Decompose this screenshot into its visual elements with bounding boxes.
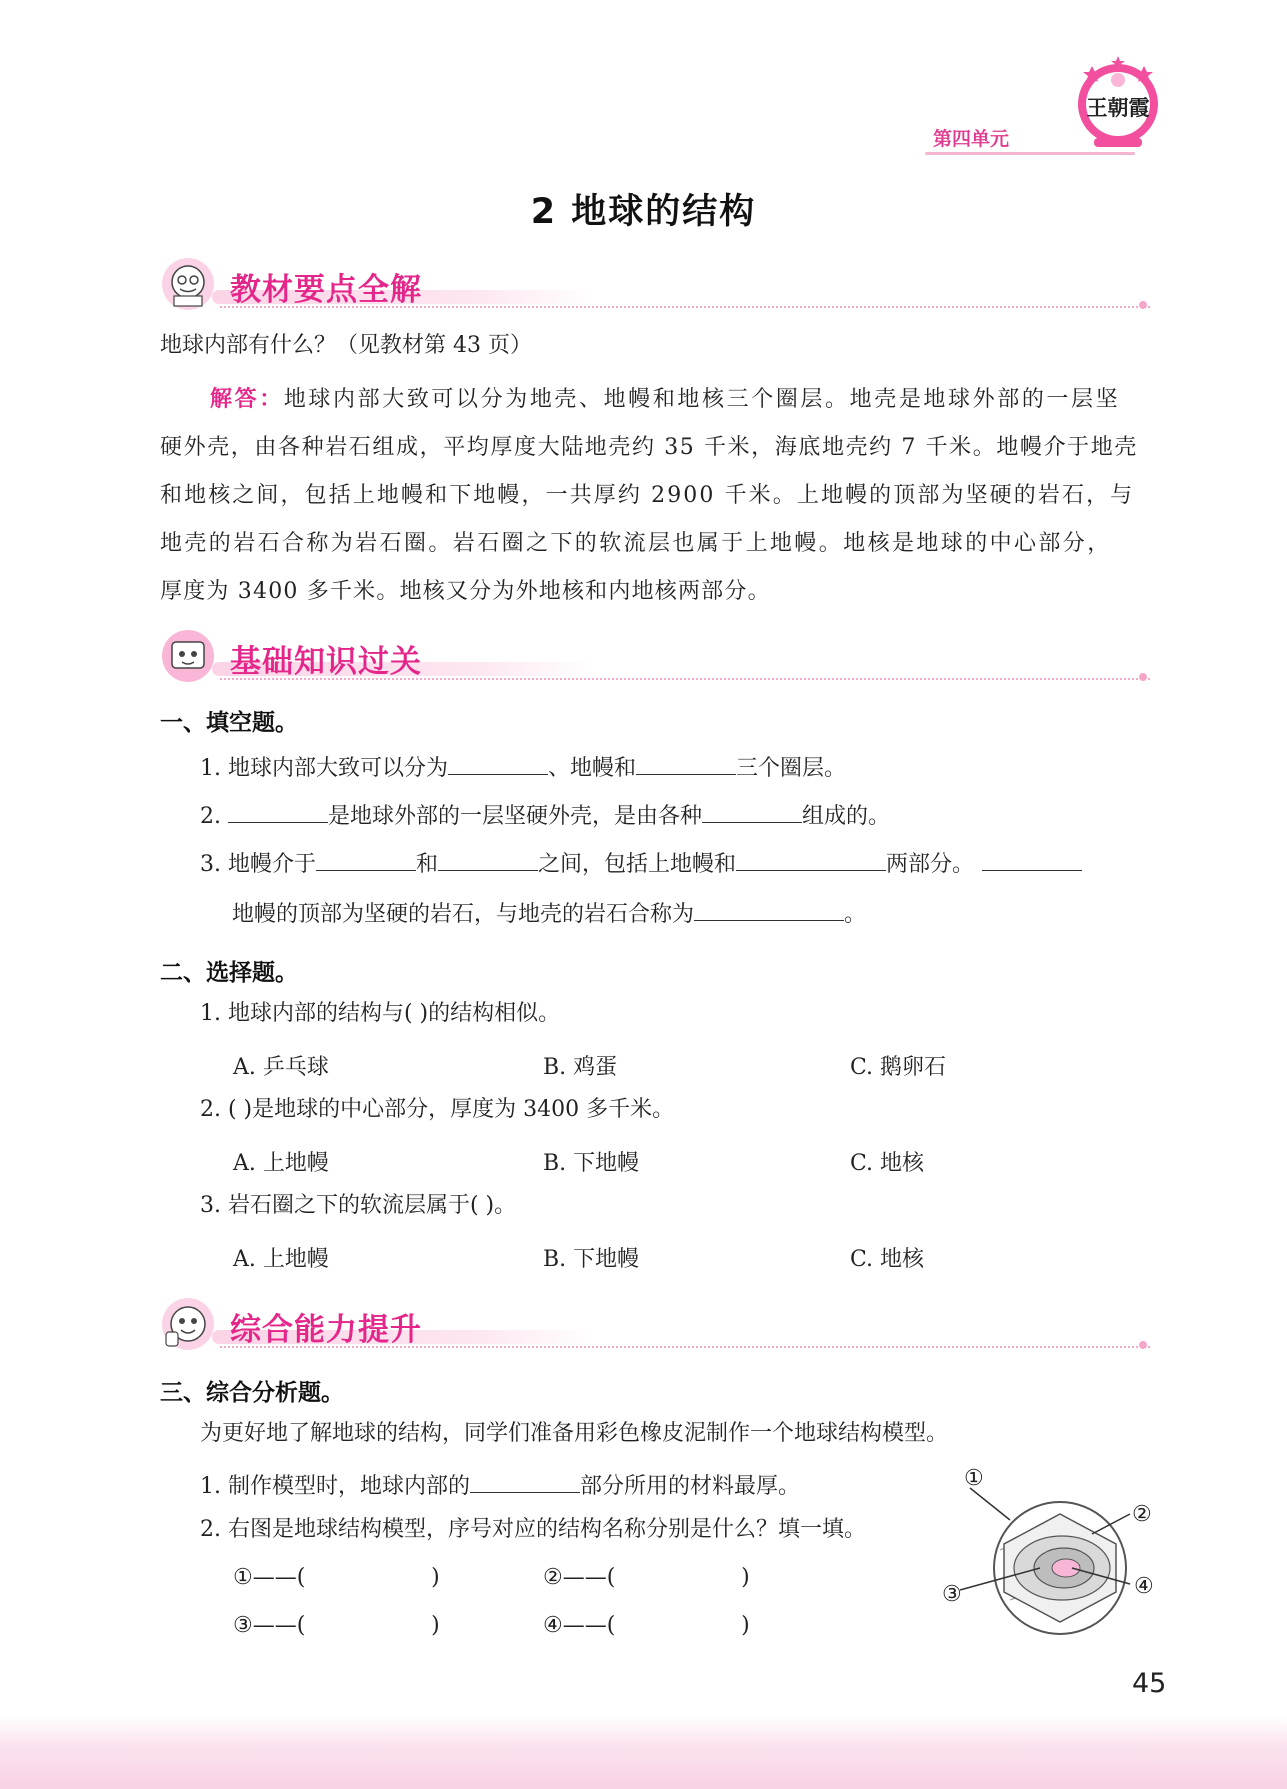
answer-blank[interactable]	[448, 752, 548, 775]
figure-label-1: ①	[964, 1466, 984, 1491]
section-header-key-points	[160, 256, 1150, 316]
section-title: 教材要点全解	[230, 272, 422, 308]
choice-options-2	[233, 1146, 1053, 1176]
fill-q1-text-c: 三个圈层。	[736, 756, 847, 781]
fill-question-1	[200, 752, 846, 781]
answer-row-2[interactable]: ②——( )	[543, 1565, 750, 1590]
analysis-intro: 为更好地了解地球的结构，同学们准备用彩色橡皮泥制作一个地球结构模型。	[200, 1421, 949, 1446]
unit-underline	[925, 152, 1135, 155]
page-number: 45	[1132, 1668, 1167, 1699]
answer-blank[interactable]	[982, 848, 1082, 871]
fill-q2-text-b: 是地球外部的一层坚硬外壳，是由各种	[327, 804, 702, 829]
fill-q3-text-e: 地幔的顶部为坚硬的岩石，与地壳的岩石合称为	[232, 902, 695, 927]
answer-text: 地球内部大致可以分为地壳、地幔和地核三个圈层。地壳是地球外部的一层坚	[283, 387, 1121, 412]
answer-label: 解答：	[210, 387, 284, 412]
answer-blank[interactable]	[316, 848, 416, 871]
section-title: 综合能力提升	[230, 1312, 422, 1348]
page-title: 2 地球的结构	[530, 192, 757, 232]
earth-structure-figure	[940, 1466, 1160, 1640]
answer-blank[interactable]	[636, 752, 736, 775]
logo-text: 王朝霞	[1086, 95, 1150, 120]
choice-question-2: 2. ( )是地球的中心部分，厚度为 3400 多千米。	[200, 1097, 675, 1122]
answer-blank[interactable]	[702, 800, 802, 823]
fill-q3-text-f: 。	[844, 902, 867, 927]
dotted-divider	[220, 1346, 1150, 1348]
fill-q1-text-b: 、地幔和	[547, 756, 636, 781]
choice-options-1	[233, 1050, 1053, 1080]
answer-blank[interactable]	[438, 848, 538, 871]
figure-label-3: ③	[942, 1582, 962, 1607]
option-b[interactable]: B. 下地幔	[543, 1247, 640, 1272]
dots-icon	[1136, 670, 1150, 684]
answer-line-5: 厚度为 3400 多千米。地核又分为外地核和内地核两部分。	[160, 579, 771, 604]
option-a[interactable]: A. 上地幔	[233, 1247, 329, 1272]
answer-line-4: 地壳的岩石合称为岩石圈。岩石圈之下的软流层也属于上地幔。地核是地球的中心部分，	[160, 531, 1112, 556]
answer-row-1[interactable]: ①——( )	[233, 1565, 440, 1590]
figure-label-2: ②	[1132, 1502, 1152, 1527]
mascot-icon	[160, 628, 216, 684]
dotted-divider	[220, 678, 1150, 680]
option-b[interactable]: B. 下地幔	[543, 1151, 640, 1176]
analysis-heading: 三、综合分析题。	[160, 1380, 344, 1406]
option-c[interactable]: C. 鹅卵石	[850, 1055, 947, 1080]
answer-blank[interactable]	[694, 898, 844, 921]
mascot-icon	[160, 256, 216, 312]
analysis-question-1	[200, 1470, 800, 1499]
analysis-q1-text-a: 1. 制作模型时，地球内部的	[200, 1474, 470, 1499]
fill-q3-text-c: 之间，包括上地幔和	[538, 852, 737, 877]
unit-title: 第四单元	[933, 128, 1010, 150]
answer-row-4[interactable]: ④——( )	[543, 1613, 750, 1638]
fill-q2-text-a: 2.	[200, 804, 228, 829]
dots-icon	[1136, 1338, 1150, 1352]
option-c[interactable]: C. 地核	[850, 1247, 925, 1272]
answer-blank[interactable]	[736, 848, 886, 871]
option-a[interactable]: A. 上地幔	[233, 1151, 329, 1176]
fill-q3-text-b: 和	[415, 852, 438, 877]
answer-blank[interactable]	[228, 800, 328, 823]
fill-q3-text-a: 3. 地幔介于	[200, 852, 316, 877]
fill-question-3	[200, 848, 1082, 877]
choice-heading: 二、选择题。	[160, 960, 298, 986]
fill-q1-text-a: 1. 地球内部大致可以分为	[200, 756, 448, 781]
option-b[interactable]: B. 鸡蛋	[543, 1055, 618, 1080]
answer-line-1	[210, 382, 1120, 413]
answer-line-3: 和地核之间，包括上地幔和下地幔，一共厚约 2900 千米。上地幔的顶部为坚硬的岩石，与	[160, 483, 1135, 508]
fill-question-3-cont	[232, 898, 866, 927]
choice-options-3	[233, 1242, 1053, 1272]
footer-band	[0, 1716, 1287, 1789]
answer-row-3[interactable]: ③——( )	[233, 1613, 440, 1638]
analysis-q1-text-b: 部分所用的材料最厚。	[579, 1474, 800, 1499]
section-header-basic-knowledge	[160, 628, 1150, 688]
fill-q3-text-d: 两部分。	[886, 852, 975, 877]
section-header-comprehensive	[160, 1296, 1150, 1356]
section-title: 基础知识过关	[230, 644, 422, 680]
dotted-divider	[220, 306, 1150, 308]
intro-question: 地球内部有什么？（见教材第 43 页）	[160, 333, 532, 358]
mascot-icon	[160, 1296, 216, 1352]
answer-line-2: 硬外壳，由各种岩石组成，平均厚度大陆地壳约 35 千米，海底地壳约 7 千米。地幔介于地壳	[160, 435, 1138, 460]
option-c[interactable]: C. 地核	[850, 1151, 925, 1176]
fill-heading: 一、填空题。	[160, 710, 298, 736]
choice-question-3: 3. 岩石圈之下的软流层属于( )。	[200, 1193, 517, 1218]
answer-blank[interactable]	[470, 1470, 580, 1493]
option-a[interactable]: A. 乒乓球	[233, 1055, 329, 1080]
analysis-question-2: 2. 右图是地球结构模型，序号对应的结构名称分别是什么？填一填。	[200, 1517, 866, 1542]
dots-icon	[1136, 298, 1150, 312]
figure-label-4: ④	[1134, 1574, 1154, 1599]
choice-question-1: 1. 地球内部的结构与( )的结构相似。	[200, 1001, 561, 1026]
fill-q2-text-c: 组成的。	[802, 804, 891, 829]
unit-header	[925, 122, 1135, 150]
fill-question-2	[200, 800, 890, 829]
